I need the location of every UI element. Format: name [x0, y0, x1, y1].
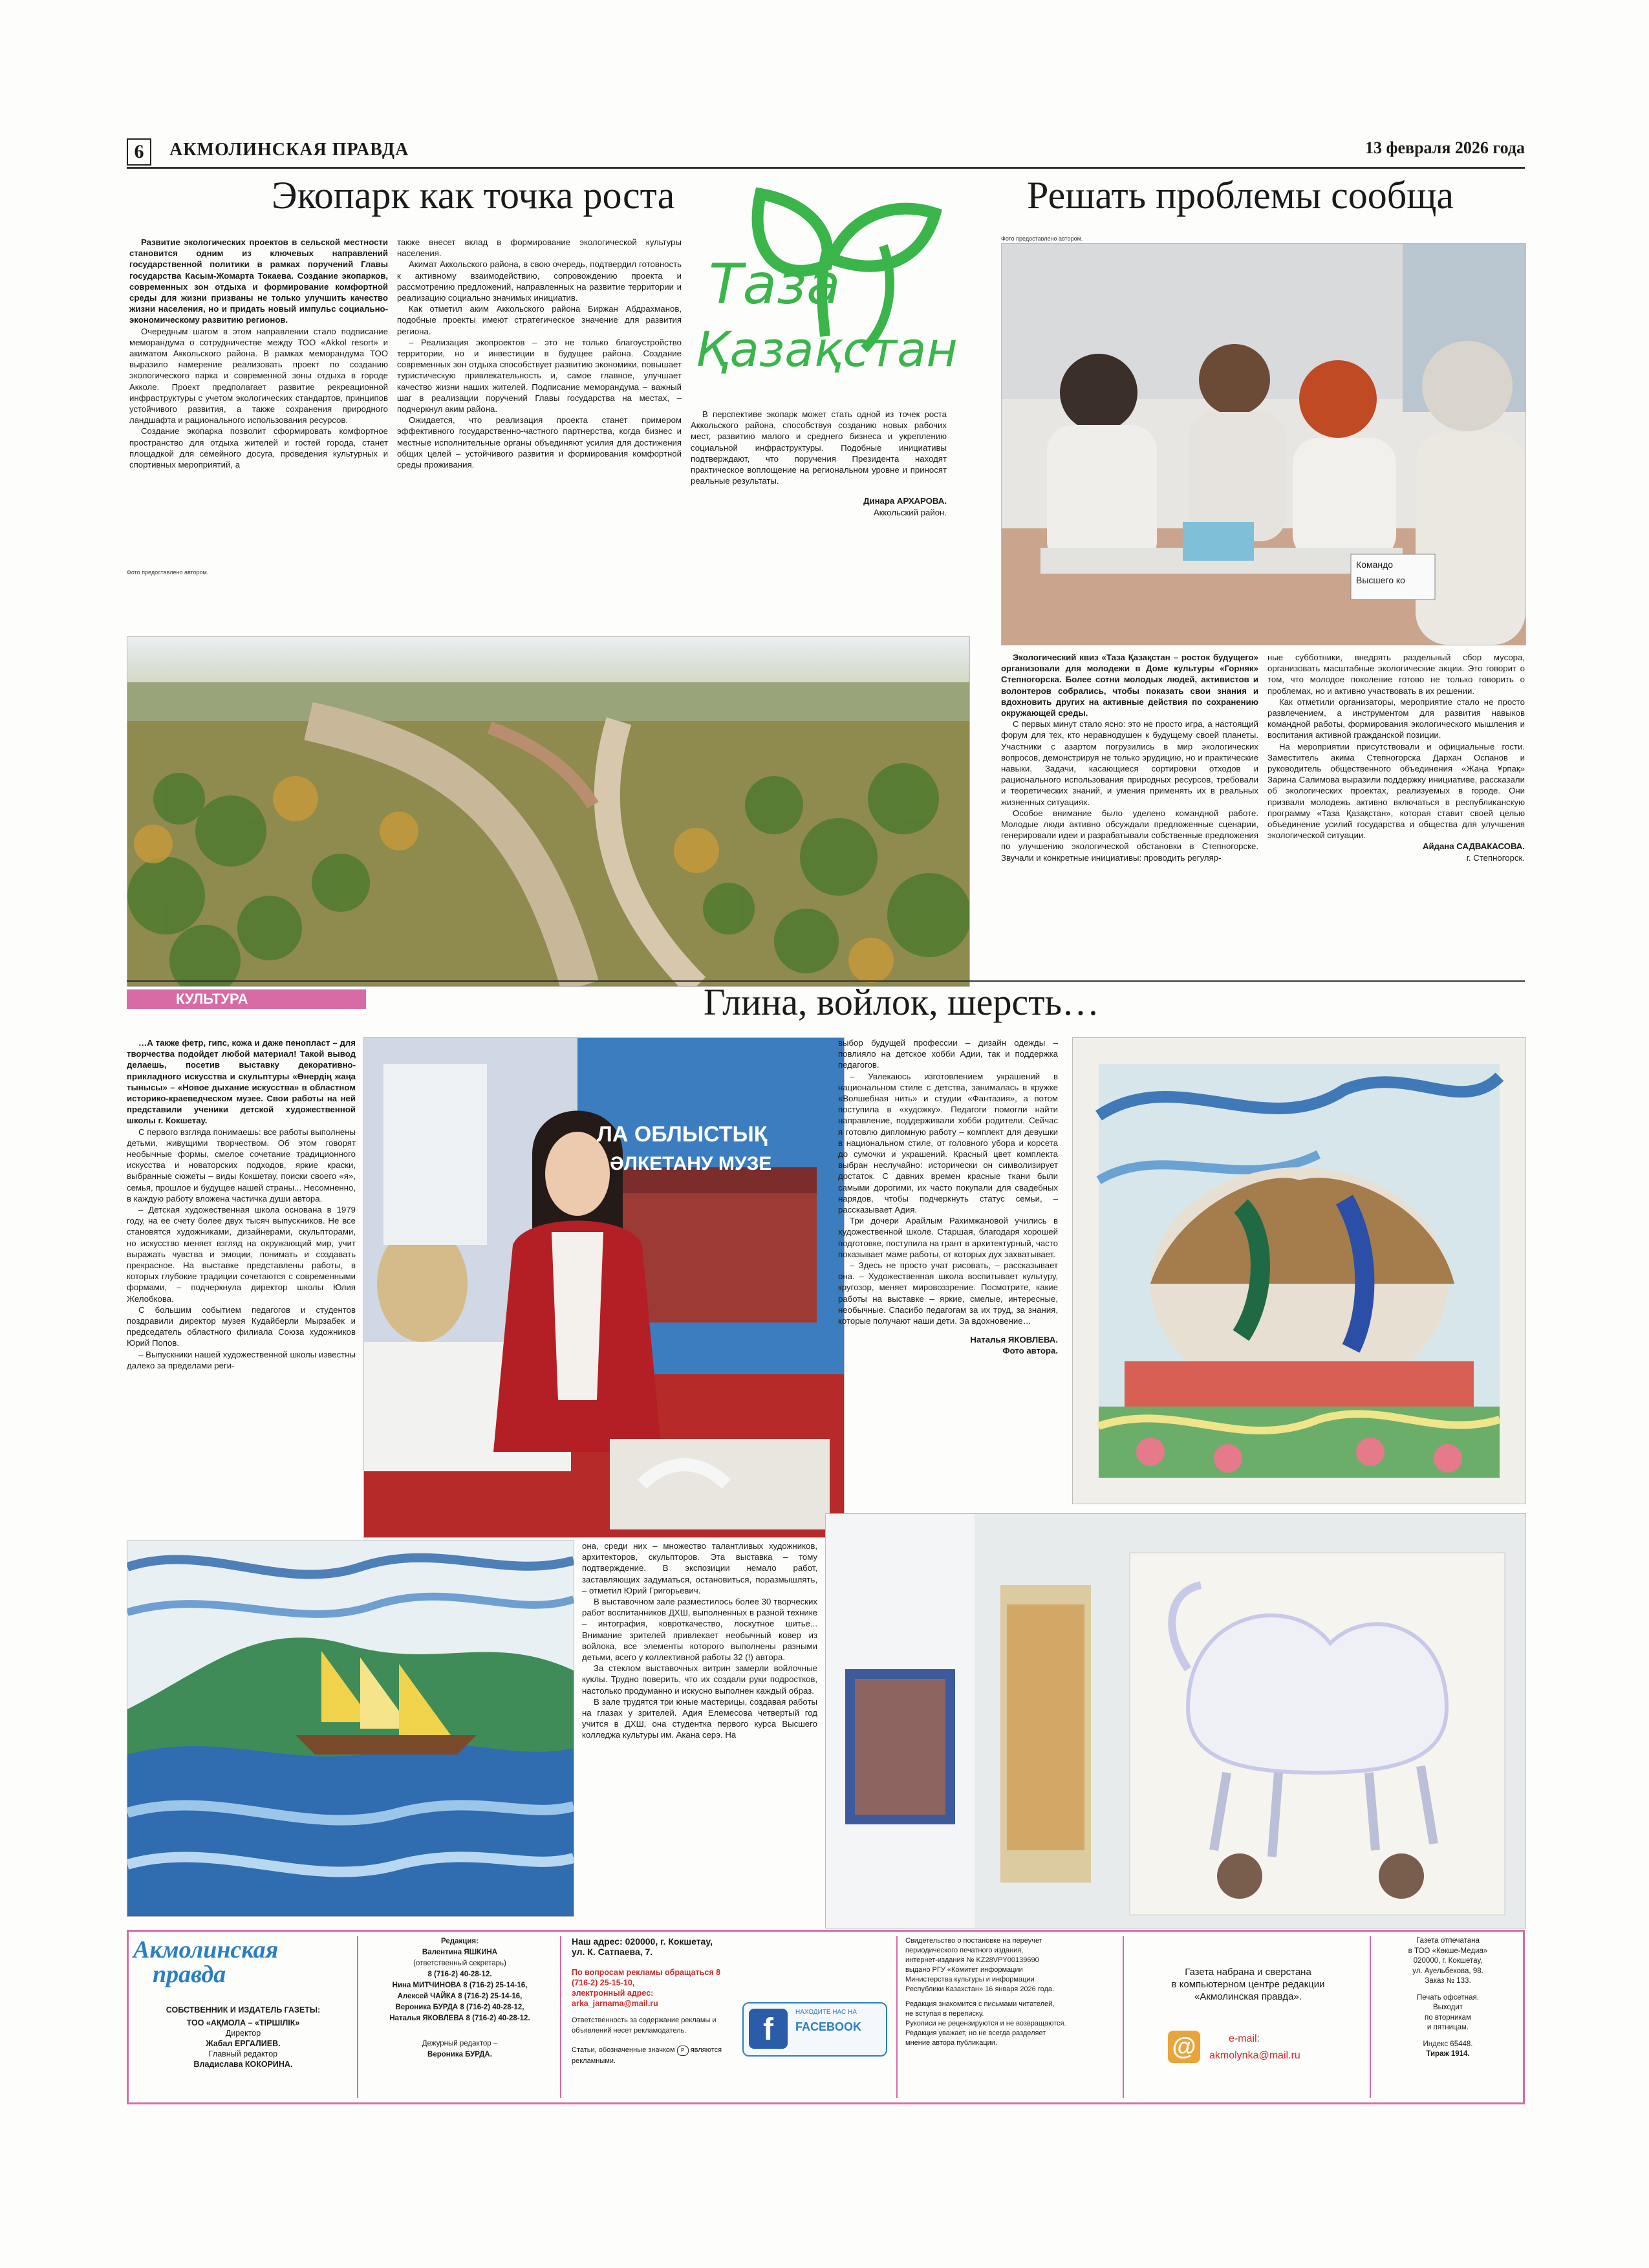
- taza-kazakhstan-logo: [689, 175, 961, 401]
- aerial-park-photo: [127, 636, 970, 987]
- footer-divider: [1123, 1936, 1124, 2098]
- nameplate-line-2: Высшего ко: [1356, 575, 1405, 585]
- print-line: по вторникам: [1425, 2013, 1471, 2022]
- culture-title: Глина, войлок, шерсть…: [704, 981, 1100, 1023]
- ads-disclaimer: Ответственность за содержание рекламы и объявлений несет рекламодатель.: [572, 2016, 717, 2035]
- typeset-line: Газета набрана и сверстана: [1185, 1967, 1311, 1978]
- logo-line-1: Таза: [709, 252, 841, 317]
- paragraph: Создание экопарка позволит сформировать комфортное пространство для отдыха жителей и гостей города, станет площадкой для семейного досуга, проведения культурных и спортивных мероприятий, а: [129, 426, 388, 470]
- paragraph: С большим событием педагогов и студентов поздравили директор музея Кудайберли Мырзабек и председатель областного филиала Союза художников Юрий Попов.: [127, 1304, 356, 1348]
- sailboat-artwork-photo: [127, 1540, 574, 1917]
- paragraph: В выставочном зале разместилось более 30 творческих работ воспитанников ДХШ, выполненных в разной технике – интография, ковроткачество, лоскутное шитье... Внимание зрителей привлекает необычный ковер из войлока, все элементы которого выполнены разными детьми, всего у коллективной работы 32 (!) автора.: [582, 1597, 817, 1663]
- policy-line: мнение автора публикации.: [905, 2039, 997, 2047]
- footer-divider: [1370, 1936, 1371, 2098]
- print-line: 020000, г. Кокшетау,: [1413, 1957, 1483, 1965]
- problems-lead: Экологический квиз «Таза Қазақстан – росток будущего» организовали для молодежи в Доме культуры «Горняк» Степногорска. Более сотни молодых людей, активистов и волонтеров собрались, чтобы показать свои знания и вдохновить других на активные действия по сохранению окружающей среды.: [1001, 653, 1258, 718]
- ecopark-col-3: [691, 409, 947, 518]
- paragraph: Как отметили организаторы, мероприятие стало не просто развлечением, а инструментом для развития навыков командной работы, формирования экологического мышления и воспитания активной гражданской позиции.: [1267, 697, 1525, 740]
- culture-author: Наталья ЯКОВЛЕВА.: [970, 1335, 1058, 1345]
- policy-line: не вступая в переписку.: [905, 2010, 984, 2018]
- print-line: и пятницам.: [1427, 2024, 1469, 2031]
- paragraph: она, среди них – множество талантливых художников, архитекторов, скульпторов. Эта выставка – тому подтверждение. В экспозиции немало работ, заставляющих задуматься, остановиться, поразмышлять, – отметил Юрий Григорьевич.: [582, 1541, 817, 1595]
- footer-divider: [357, 1936, 358, 2098]
- facebook-icon: f: [749, 2009, 788, 2049]
- print-line: Газета отпечатана: [1416, 1937, 1480, 1945]
- paragraph: С первых минут стало ясно: это не просто игра, а настоящий форум для тех, кто неравнодушен к будущему своей планеты. Участники с азартом погрузились в мир экологических вопросов, демонстрируя не только эрудицию, но и практические навыки. Задачи, касающиеся сортировки отходов и рационального использования природных ресурсов, требовали и теоретических знаний, и умения применять их в реальных жизненных ситуациях.: [1001, 719, 1258, 807]
- promo-disclaimer-tail: являются рекламными.: [572, 2046, 722, 2065]
- facebook-name: FACEBOOK: [795, 2020, 862, 2033]
- director-label: Директор: [225, 2029, 261, 2038]
- paragraph: На мероприятии присутствовали и официальные гости. Заместитель акима Степногорска Дархан Оспанов и руководитель общественного объединения «Жаңа Ұрпақ» Зарина Салимова выразили поддержку инициативе, рассказали об экологических проектах, реализуемых в городе. Они призвали молодежь активно включаться в республиканскую программу «Таза Қазақстан», которая ставит своей целью объединение усилий государства и общества для улучшения экологической ситуации.: [1267, 741, 1525, 841]
- issue-date: 13 февраля 2026 года: [1365, 138, 1525, 157]
- ecopark-col-1: [129, 237, 388, 470]
- ecopark-title: Экопарк как точка роста: [272, 174, 675, 217]
- footer-typeset-block: [1132, 1966, 1364, 2003]
- paragraph: – Выпускники нашей художественной школы известны далеко за пределами реги-: [127, 1349, 356, 1370]
- editor-label: Главный редактор: [208, 2049, 278, 2058]
- paragraph: – Реализация экопроектов – это не только благоустройство территории, но и инвестиции в будущее района. Создание современных зон отдыха способствует развитию экономики, повышает туристическую привлекательность и, самое главное, улучшает качество жизни наших жителей. Подписание меморандума – важный шаг в реализации поручений Главы государства на местах, – подчеркнул аким района.: [397, 337, 682, 415]
- ads-phone: По вопросам рекламы обращаться 8 (716-2) 25-15-10,: [572, 1968, 721, 1987]
- culture-col-1: [127, 1037, 356, 1371]
- logo-line-2: Қазақстан: [696, 322, 958, 378]
- ecopark-author-place: Аккольский район.: [873, 507, 947, 517]
- felt-artwork-photo: [1072, 1037, 1526, 1504]
- culture-rubric: КУЛЬТУРА: [127, 989, 366, 1009]
- facebook-badge[interactable]: [742, 2002, 887, 2057]
- staff-title: Редакция:: [441, 1938, 479, 1945]
- policy-line: Редакция уважает, но не всегда разделяет: [905, 2029, 1046, 2037]
- typeset-line: «Акмолинская правда».: [1194, 1991, 1302, 2002]
- owner-name: ТОО «АҚМОЛА – «ТІРШІЛІК»: [186, 2018, 300, 2027]
- registration-line: интернет-издания № KZ28VPY00139690: [905, 1956, 1039, 1964]
- problems-title: Решать проблемы сообща: [1027, 174, 1454, 217]
- culture-photo-credit: Фото автора.: [1002, 1346, 1058, 1356]
- footer-logo-line-2: правда: [153, 1961, 226, 1988]
- paragraph: Акимат Аккольского района, в свою очередь, подтвердил готовность к активному взаимодействию, сопровождению проекта и рассмотрению предложений, направленных на развитие территории и реализацию социально значимых инициатив.: [397, 259, 682, 303]
- print-line: в ТОО «Көкше-Медиа»: [1408, 1947, 1488, 1955]
- index: Индекс 65448.: [1423, 2040, 1473, 2048]
- footer-print-block: [1375, 1936, 1521, 2060]
- circulation: Тираж 1914.: [1426, 2050, 1470, 2058]
- email-label: электронный адрес:: [572, 1989, 654, 1998]
- print-line: Печать офсетная.: [1417, 1993, 1479, 2002]
- culture-col-2: [838, 1037, 1058, 1357]
- footer-divider: [560, 1936, 561, 2098]
- paragraph: В зале трудятся три юные мастерицы, создавая работы на глазах у зрителей. Адия Елемесова четвертый год учится в ДХШ, она студентка первого курса Высшего колледжа культуры им. Акана серэ. На: [582, 1696, 817, 1740]
- footer-registration-block: [905, 1936, 1112, 2048]
- museum-banner-line-2: ӘЛКЕТАНУ МУЗЕ: [610, 1153, 772, 1174]
- address-street: ул. К. Сатпаева, 7.: [572, 1947, 653, 1957]
- paragraph: Как отметил аким Аккольского района Биржан Абдрахманов, подобные проекты имеют стратегическое значение для развития региона.: [397, 304, 682, 336]
- print-line: Выходит: [1432, 2003, 1463, 2011]
- paragraph: Ожидается, что реализация проекта станет примером эффективного государственно-частного партнерства, когда бизнес и местные исполнительные органы объединяют усилия для достижения общих целей – устойчивого развития и формирования комфортной среды проживания.: [397, 415, 682, 470]
- paragraph: Особое внимание было уделено командной работе. Молодые люди активно обсуждали предложенные сценарии, генерировали идеи и разрабатывали собственные предложения по улучшению экологической обстановки в Степногорске. Звучали и конкретные инициативы: проводить регуляр-: [1001, 808, 1258, 863]
- museum-banner-line-1: ЛА ОБЛЫСТЫҚ: [597, 1122, 768, 1147]
- registration-line: Республики Казахстан» 16 января 2026 года.: [905, 1985, 1055, 1993]
- paragraph: Три дочери Арайлым Рахимжановой учились в художественной школе. Старшая, благодаря хорошей подготовке, поступила на грант в архитектурный, часто показывает маме работы, от которых дух захватывает.: [838, 1216, 1058, 1259]
- print-line: Заказ № 133.: [1425, 1977, 1471, 1985]
- paragraph: – Детская художественная школа основана в 1979 году, на ее счету более двух тысяч выпускников. Не все становятся художниками, дизайнерами, скульпторами, но искусство меняет взгляд на окружающий мир, учит выражать чувства и эмоции, понимать и создавать прекрасное. На выставке представлены работы, в которых глубокие традиции сочетаются с современными формами, – подчеркнула директор школы Юлия Желобкова.: [127, 1205, 356, 1304]
- typeset-line: в компьютерном центре редакции: [1171, 1979, 1325, 1990]
- paragraph: – Здесь не просто учат рисовать, – рассказывает она. – Художественная школа воспитывает культуру, кругозор, меняет мировоззрение. Посмотрите, какие работы на выставке – яркие, смелые, интересные, необычные. Спасибо педагогам за их труд, за знания, которые получают наши дети. За вдохновение…: [838, 1260, 1058, 1326]
- paragraph: ные субботники, внедрять раздельный сбор мусора, организовать масштабные экологические акции. Это говорит о том, что молодое поколение готово не только говорить о проблемах, но и активно участвовать в их решении.: [1267, 653, 1525, 696]
- policy-line: Рукописи не рецензируются и не возвращаются.: [905, 2020, 1066, 2027]
- staff-line: Наталья ЯКОВЛЕВА 8 (716-2) 40-28-12.: [389, 2014, 530, 2022]
- ecopark-lead: Развитие экологических проектов в сельской местности становится одним из ключевых направлений государственной политики в рамках поручений Главы государства Касым-Жомарта Токаева. Создание экопарков, современных зон отдыха и формирование комфортной среды для жизни призваны не только улучшить качество жизни населения, но и придать новый импульс социально-экономическому развитию регионов.: [129, 237, 388, 325]
- staff-line: Алексей ЧАЙКА 8 (716-2) 25-14-16,: [397, 1993, 523, 2000]
- footer-owner-block: [133, 2005, 353, 2069]
- problems-photo-credit: Фото предоставлено автором.: [1001, 235, 1083, 242]
- problems-col-1: [1001, 652, 1258, 863]
- staff-line: Нина МИТЧИНОВА 8 (716-2) 25-14-16,: [392, 1982, 528, 1989]
- paragraph: Очередным шагом в этом направлении стало подписание меморандума о сотрудничестве между ТОО «Akkol resort» и акиматом Аккольского района. В рамках меморандума ТОО выразило намерение реализовать проект по созданию экологического парка и современной зоны отдыха в городе Акколе. Проект предполагает развитие рекреационной инфраструктуры с учетом экологических стандартов, принципов устойчивого развития, а также сохранения природного ландшафта и рационального использования ресурсов.: [129, 326, 388, 426]
- registration-line: Свидетельство о постановке на переучет: [905, 1937, 1042, 1945]
- problems-col-2: [1267, 652, 1525, 863]
- email-at-icon: @: [1168, 2031, 1200, 2063]
- culture-lead: …А также фетр, гипс, кожа и даже пенопласт – для творчества подойдет любой материал! Такой вывод делаешь, посетив выставку декоративно-прикладного искусства и скульптуры «Өнердің жаңа тынысы» – «Новое дыхание искусства» в областном историко-краеведческом музее. Свои работы на ней представили ученики детской художественной школы г. Кокшетау.: [127, 1038, 356, 1126]
- registration-line: Министерства культуры и информации: [905, 1976, 1035, 1983]
- owner-label: СОБСТВЕННИК И ИЗДАТЕЛЬ ГАЗЕТЫ:: [166, 2005, 321, 2014]
- footer-staff-block: [366, 1936, 554, 2060]
- paragraph: С первого взгляда понимаешь: все работы выполнены детьми, живущими творчеством. Об этом говорят необычные формы, смелое сочетание традиционного искусства и новаторских подходов, яркие краски, выбранные сюжеты – виды Кокшетау, поиски своего «я», семья, прошлое и будущее нашей страны... Несомненно, в каждую работу вложена частичка души автора.: [127, 1127, 356, 1204]
- paragraph: выбор будущей профессии – дизайн одежды – повлияло на детское хобби Адии, так и поддержка педагогов.: [838, 1038, 1058, 1070]
- promo-disclaimer: [572, 2045, 733, 2066]
- registration-line: периодического печатного издания,: [905, 1947, 1024, 1954]
- ecopark-photo-credit: Фото предоставлено автором.: [127, 569, 209, 576]
- footer-logo-line-1: Акмолинская: [133, 1936, 279, 1963]
- staff-line: Вероника БУРДА 8 (716-2) 40-28-12,: [395, 2003, 524, 2011]
- gallery-photo: [825, 1513, 1526, 1928]
- director-name: Жабал ЕРГАЛИЕВ.: [206, 2039, 281, 2048]
- email-title: e-mail:: [1229, 2033, 1260, 2044]
- staff-line: Валентина ЯШКИНА: [422, 1949, 498, 1956]
- policy-line: Редакция знакомится с письмами читателей,: [905, 2000, 1055, 2008]
- editor-name: Владислава КОКОРИНА.: [193, 2060, 293, 2069]
- ecopark-col-2: [397, 237, 682, 470]
- promo-mark-icon: P: [677, 2046, 689, 2056]
- email-link[interactable]: akmolynka@mail.ru: [1209, 2050, 1300, 2061]
- footer-logo: [133, 1938, 340, 1987]
- newspaper-name: АКМОЛИНСКАЯ ПРАВДА: [169, 140, 409, 160]
- staff-line: 8 (716-2) 40-28-12.: [427, 1971, 492, 1978]
- paragraph: За стеклом выставочных витрин замерли войлочные куклы. Трудно поверить, что их создали руки подростков, настолько продуманно и искусно выполнен каждый образ.: [582, 1663, 817, 1696]
- ecopark-author: Динара АРХАРОВА.: [863, 496, 947, 506]
- page-number-box: 6: [127, 138, 151, 166]
- culture-col-3: [582, 1540, 817, 1741]
- footer-divider: [896, 1936, 898, 2098]
- paragraph: В перспективе экопарк может стать одной из точек роста Аккольского района, способствуя созданию новых рабочих мест, развитию малого и среднего бизнеса и укреплению социальной инфраструктуры. Подобные инициативы подтверждают, что поручения Президента находят практическое воплощение на региональном уровне и приносят реальные результаты.: [691, 409, 947, 486]
- facebook-find-label: НАХОДИТЕ НАС НА: [795, 2009, 857, 2016]
- address-label: Наш адрес: 020000, г. Кокшетау,: [572, 1936, 713, 1947]
- problems-author-place: г. Степногорск.: [1466, 852, 1525, 863]
- header-rule: [127, 167, 1525, 169]
- nameplate-line-1: Командо: [1356, 559, 1394, 570]
- paragraph: также внесет вклад в формирование экологической культуры населения.: [397, 237, 682, 259]
- staff-line: (ответственный секретарь): [413, 1960, 506, 1967]
- registration-line: выдано РГУ «Комитет информации: [905, 1966, 1023, 1974]
- student-photo: [363, 1037, 845, 1538]
- duty-name: Вероника БУРДА.: [427, 2051, 492, 2058]
- problems-author: Айдана САДВАКАСОВА.: [1422, 841, 1525, 852]
- promo-disclaimer-text: Статьи, обозначенные значком: [572, 2046, 675, 2054]
- ads-email-link[interactable]: arka_jarnama@mail.ru: [572, 1999, 658, 2008]
- duty-label: Дежурный редактор –: [422, 2040, 498, 2047]
- paragraph: – Увлекаюсь изготовлением украшений в национальном стиле с детства, занималась в кружке «Волшебная нить» и студии «Фантазия», а потом поступила в «художку». Педагоги помогли найти направление, поддерживали хобби родители. Сейчас я готовлю дипломную работу – комплект для девушки в национальном стиле, от головного убора и корсета до сумочки и украшений. Красный цвет комплекта выбран неслучайно: исторически он символизирует достаток. С давних времен красные ткани были самыми дорогими, их часто покупали для свадебных нарядов, чтобы подчеркнуть статус семьи, – рассказывает Адия.: [838, 1071, 1058, 1215]
- print-line: ул. Ауельбекова, 98.: [1412, 1967, 1483, 1975]
- quiz-photo: [1001, 243, 1526, 645]
